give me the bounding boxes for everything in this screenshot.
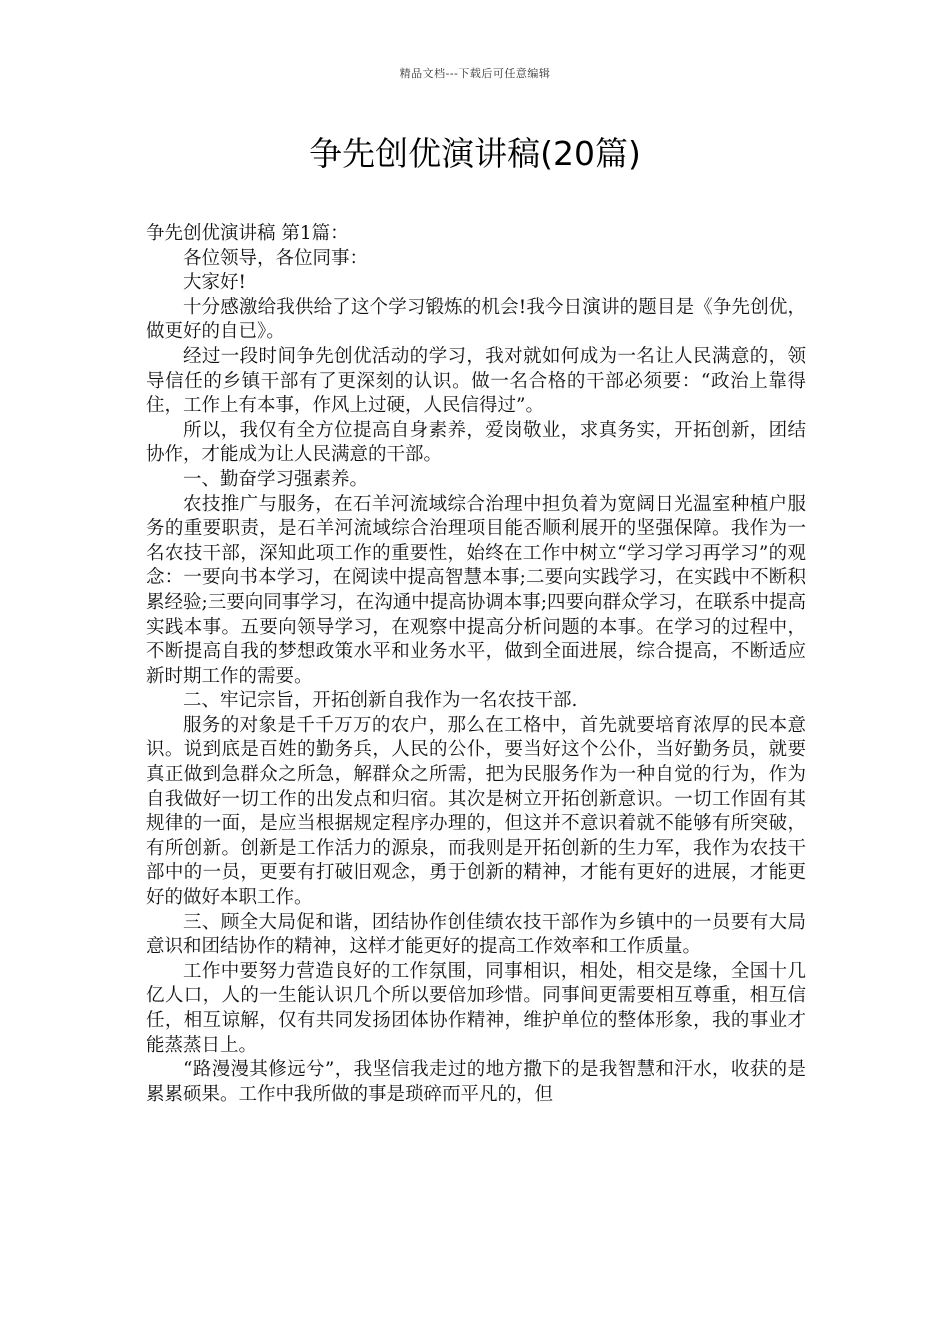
paragraph: 农技推广与服务，在石羊河流域综合治理中担负着为宽阔日光温室种植户服务的重要职责，是石羊河流域综合治理项目能否顺利展开的坚强保障。我作为一名农技干部，深知此项工作的重要性，始终在工作中树立“学习学习再学习”的观念：一要向书本学习，在阅读中提高智慧本事;二要向实践学习，在实践中不断积累经验;三要向同事学习，在沟通中提高协调本事;四要向群众学习，在联系中提高实践本事。五要向领导学习，在观察中提高分析问题的本事。在学习的过程中，不断提高自我的梦想政策水平和业务水平，做到全面进展，综合提高，不断适应新时期工作的需要。	[146, 493, 806, 687]
subheading: 二、牢记宗旨，开拓创新自我作为一名农技干部.	[183, 690, 578, 712]
paragraph: 工作中要努力营造良好的工作氛围，同事相识，相处，相交是缘，全国十几亿人口，人的一生能认识几个所以要倍加珍惜。同事间更需要相互尊重，相互信任，相互谅解，仅有共同发扬团体协作精神，维护单位的整体形象，我的事业才能蒸蒸日上。	[146, 960, 806, 1056]
subheading: 三、顾全大局促和谐，团结协作创佳绩农技干部作为乡镇中的一员要有大局意识和团结协作的精神，这样才能更好的提高工作效率和工作质量。	[146, 911, 806, 958]
paragraph: 所以，我仅有全方位提高自身素养，爱岗敬业，求真务实，开拓创新，团结协作，才能成为让人民满意的干部。	[146, 419, 806, 466]
paragraph: 大家好!	[183, 272, 246, 294]
document-body	[146, 222, 806, 1107]
paragraph: 服务的对象是千千万万的农户，那么在工格中，首先就要培育浓厚的民本意识。说到底是百姓的勤务兵，人民的公仆，要当好这个公仆，当好勤务员，就要真正做到急群众之所急，解群众之所需，把为民服务作为一种自觉的行为，作为自我做好一切工作的出发点和归宿。其次是树立开拓创新意识。一切工作固有其规律的一面，是应当根据规定程序办理的，但这并不意识着就不能够有所突破，有所创新。创新是工作活力的源泉，而我则是开拓创新的生力军，我作为农技干部中的一员，更要有打破旧观念，勇于创新的精神，才能有更好的进展，才能更好的做好本职工作。	[146, 714, 806, 909]
paragraph: 经过一段时间争先创优活动的学习，我对就如何成为一名让人民满意的，领导信任的乡镇干部有了更深刻的认识。做一名合格的干部必须要：“政治上靠得住，工作上有本事，作风上过硬，人民信得过”。	[146, 345, 806, 417]
document-title: 争先创优演讲稿(20篇)	[309, 134, 641, 173]
paragraph: 十分感激给我供给了这个学习锻炼的机会!我今日演讲的题目是《争先创优，做更好的自已》。	[146, 296, 806, 343]
paragraph: “路漫漫其修远兮”，我坚信我走过的地方撒下的是我智慧和汗水，收获的是累累硕果。工作中我所做的事是琐碎而平凡的，但	[146, 1059, 806, 1105]
subheading: 一、勤奋学习强素养。	[183, 468, 369, 490]
header-note: 精品文档---下载后可任意编辑	[399, 67, 551, 80]
section-heading: 争先创优演讲稿 第1篇：	[146, 223, 349, 244]
paragraph: 各位领导，各位同事：	[183, 247, 369, 269]
